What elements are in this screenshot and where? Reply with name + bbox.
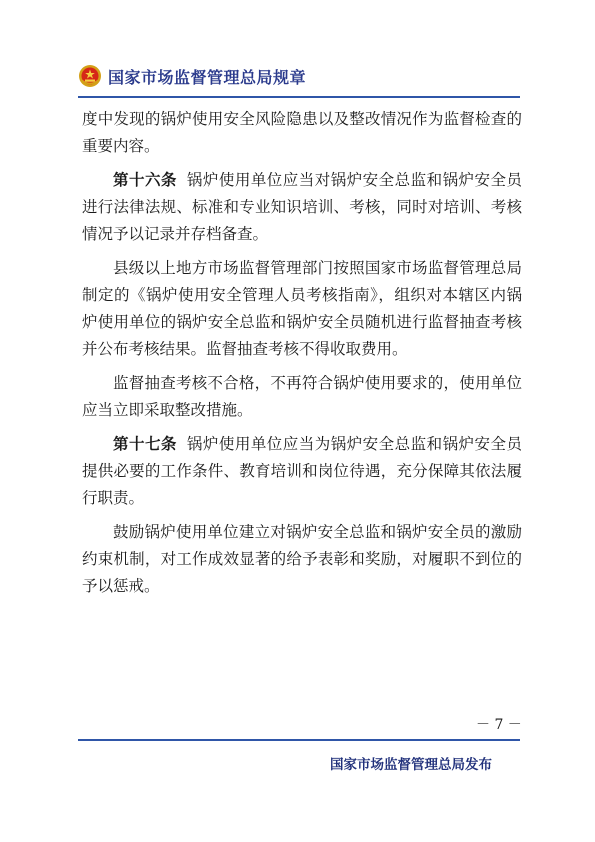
- paragraph-text: 监督抽查考核不合格，不再符合锅炉使用要求的，使用单位应当立即采取整改措施。: [82, 374, 522, 419]
- article-heading: 第十七条: [113, 435, 177, 453]
- article-17-paragraph: [82, 431, 522, 512]
- paragraph-text: 鼓励锅炉使用单位建立对锅炉安全总监和锅炉安全员的激励约束机制，对工作成效显著的给予表彰和奖励，对履职不到位的予以惩戒。: [82, 523, 522, 595]
- header-divider: [78, 96, 520, 98]
- paragraph-text: 度中发现的锅炉使用安全风险隐患以及整改情况作为监督检查的重要内容。: [82, 110, 522, 155]
- paragraph-text: 锅炉使用单位应当对锅炉安全总监和锅炉安全员进行法律法规、标准和专业知识培训、考核，同时对培训、考核情况予以记录并存档备查。: [82, 171, 522, 243]
- national-emblem-icon: [78, 64, 102, 88]
- header-title: 国家市场监督管理总局规章: [108, 68, 307, 87]
- document-body: [82, 106, 522, 607]
- footer-publisher: 国家市场监督管理总局发布: [330, 757, 492, 773]
- paragraph-text: 锅炉使用单位应当为锅炉安全总监和锅炉安全员提供必要的工作条件、教育培训和岗位待遇，充分保障其依法履行职责。: [82, 435, 522, 507]
- article-16-paragraph: [82, 167, 522, 248]
- page-header: [78, 62, 520, 92]
- footer-divider: [78, 739, 520, 741]
- article-heading: 第十六条: [113, 171, 177, 189]
- paragraph-text: 县级以上地方市场监督管理部门按照国家市场监督管理总局制定的《锅炉使用安全管理人员考核指南》，组织对本辖区内锅炉使用单位的锅炉安全总监和锅炉安全员随机进行监督抽查考核并公布考核结果。监督抽查考核不得收取费用。: [82, 259, 522, 358]
- paragraph-continuation: [82, 106, 522, 160]
- page-number: － 7 －: [476, 717, 522, 733]
- paragraph: [82, 370, 522, 424]
- paragraph: [82, 255, 522, 363]
- paragraph: [82, 519, 522, 600]
